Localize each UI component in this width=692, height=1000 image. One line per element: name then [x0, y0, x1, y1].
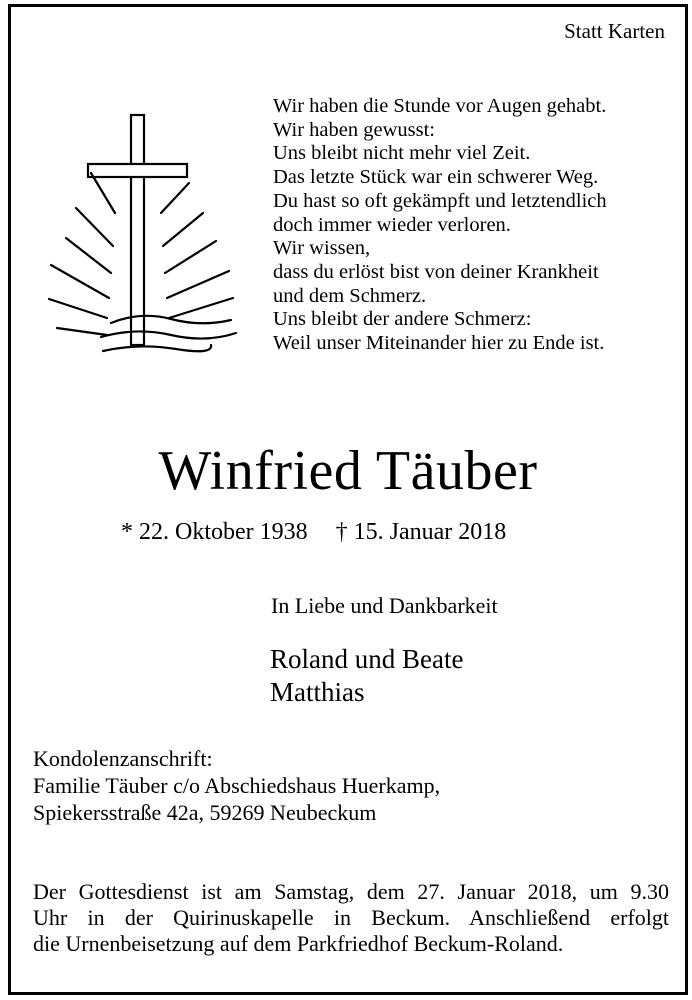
obituary-notice — [8, 4, 688, 995]
mourner-name: Matthias — [270, 677, 365, 707]
poem-line: Weil unser Miteinander hier zu Ende ist. — [273, 332, 605, 355]
mourner-name: Roland und Beate — [270, 644, 464, 674]
birth-date: * 22. Oktober 1938 — [121, 519, 308, 545]
poem-line: doch immer wieder verloren. — [273, 213, 511, 236]
poem-line: Wir haben gewusst: — [273, 118, 435, 141]
poem — [273, 95, 607, 356]
service-info — [33, 879, 669, 957]
poem-line: Wir wissen, — [273, 237, 371, 260]
service-line: Uhr in der Quirinuskapelle in Beckum. Anschließend erfolgt — [33, 905, 669, 930]
condolence-line: Spiekersstraße 42a, 59269 Neubeckum — [33, 800, 377, 825]
condolence-address — [33, 745, 440, 826]
death-date: † 15. Januar 2018 — [335, 519, 507, 545]
poem-line: und dem Schmerz. — [273, 284, 427, 307]
poem-line: Uns bleibt nicht mehr viel Zeit. — [273, 142, 531, 165]
service-line: Der Gottesdienst ist am Samstag, dem 27. Januar 2018, um 9.30 — [33, 879, 669, 904]
poem-line: Du hast so oft gekämpft und letztendlich — [273, 189, 607, 212]
poem-line: dass du erlöst bist von deiner Krankheit — [273, 260, 599, 283]
mourners — [270, 643, 463, 709]
deceased-name: Winfried Täuber — [158, 440, 538, 502]
header-label: Statt Karten — [564, 19, 665, 43]
life-dates — [121, 519, 506, 546]
dedication: In Liebe und Dankbarkeit — [271, 593, 498, 618]
poem-line: Uns bleibt der andere Schmerz: — [273, 308, 532, 331]
service-line: die Urnenbeisetzung auf dem Parkfriedhof Beckum-Roland. — [33, 931, 564, 956]
poem-line: Das letzte Stück war ein schwerer Weg. — [273, 166, 599, 189]
condolence-line: Familie Täuber c/o Abschiedshaus Huerkamp, — [33, 773, 441, 798]
poem-line: Wir haben die Stunde vor Augen gehabt. — [273, 95, 607, 117]
cross-with-sunrise-and-water-icon — [41, 113, 251, 363]
condolence-line: Kondolenzanschrift: — [33, 746, 213, 771]
